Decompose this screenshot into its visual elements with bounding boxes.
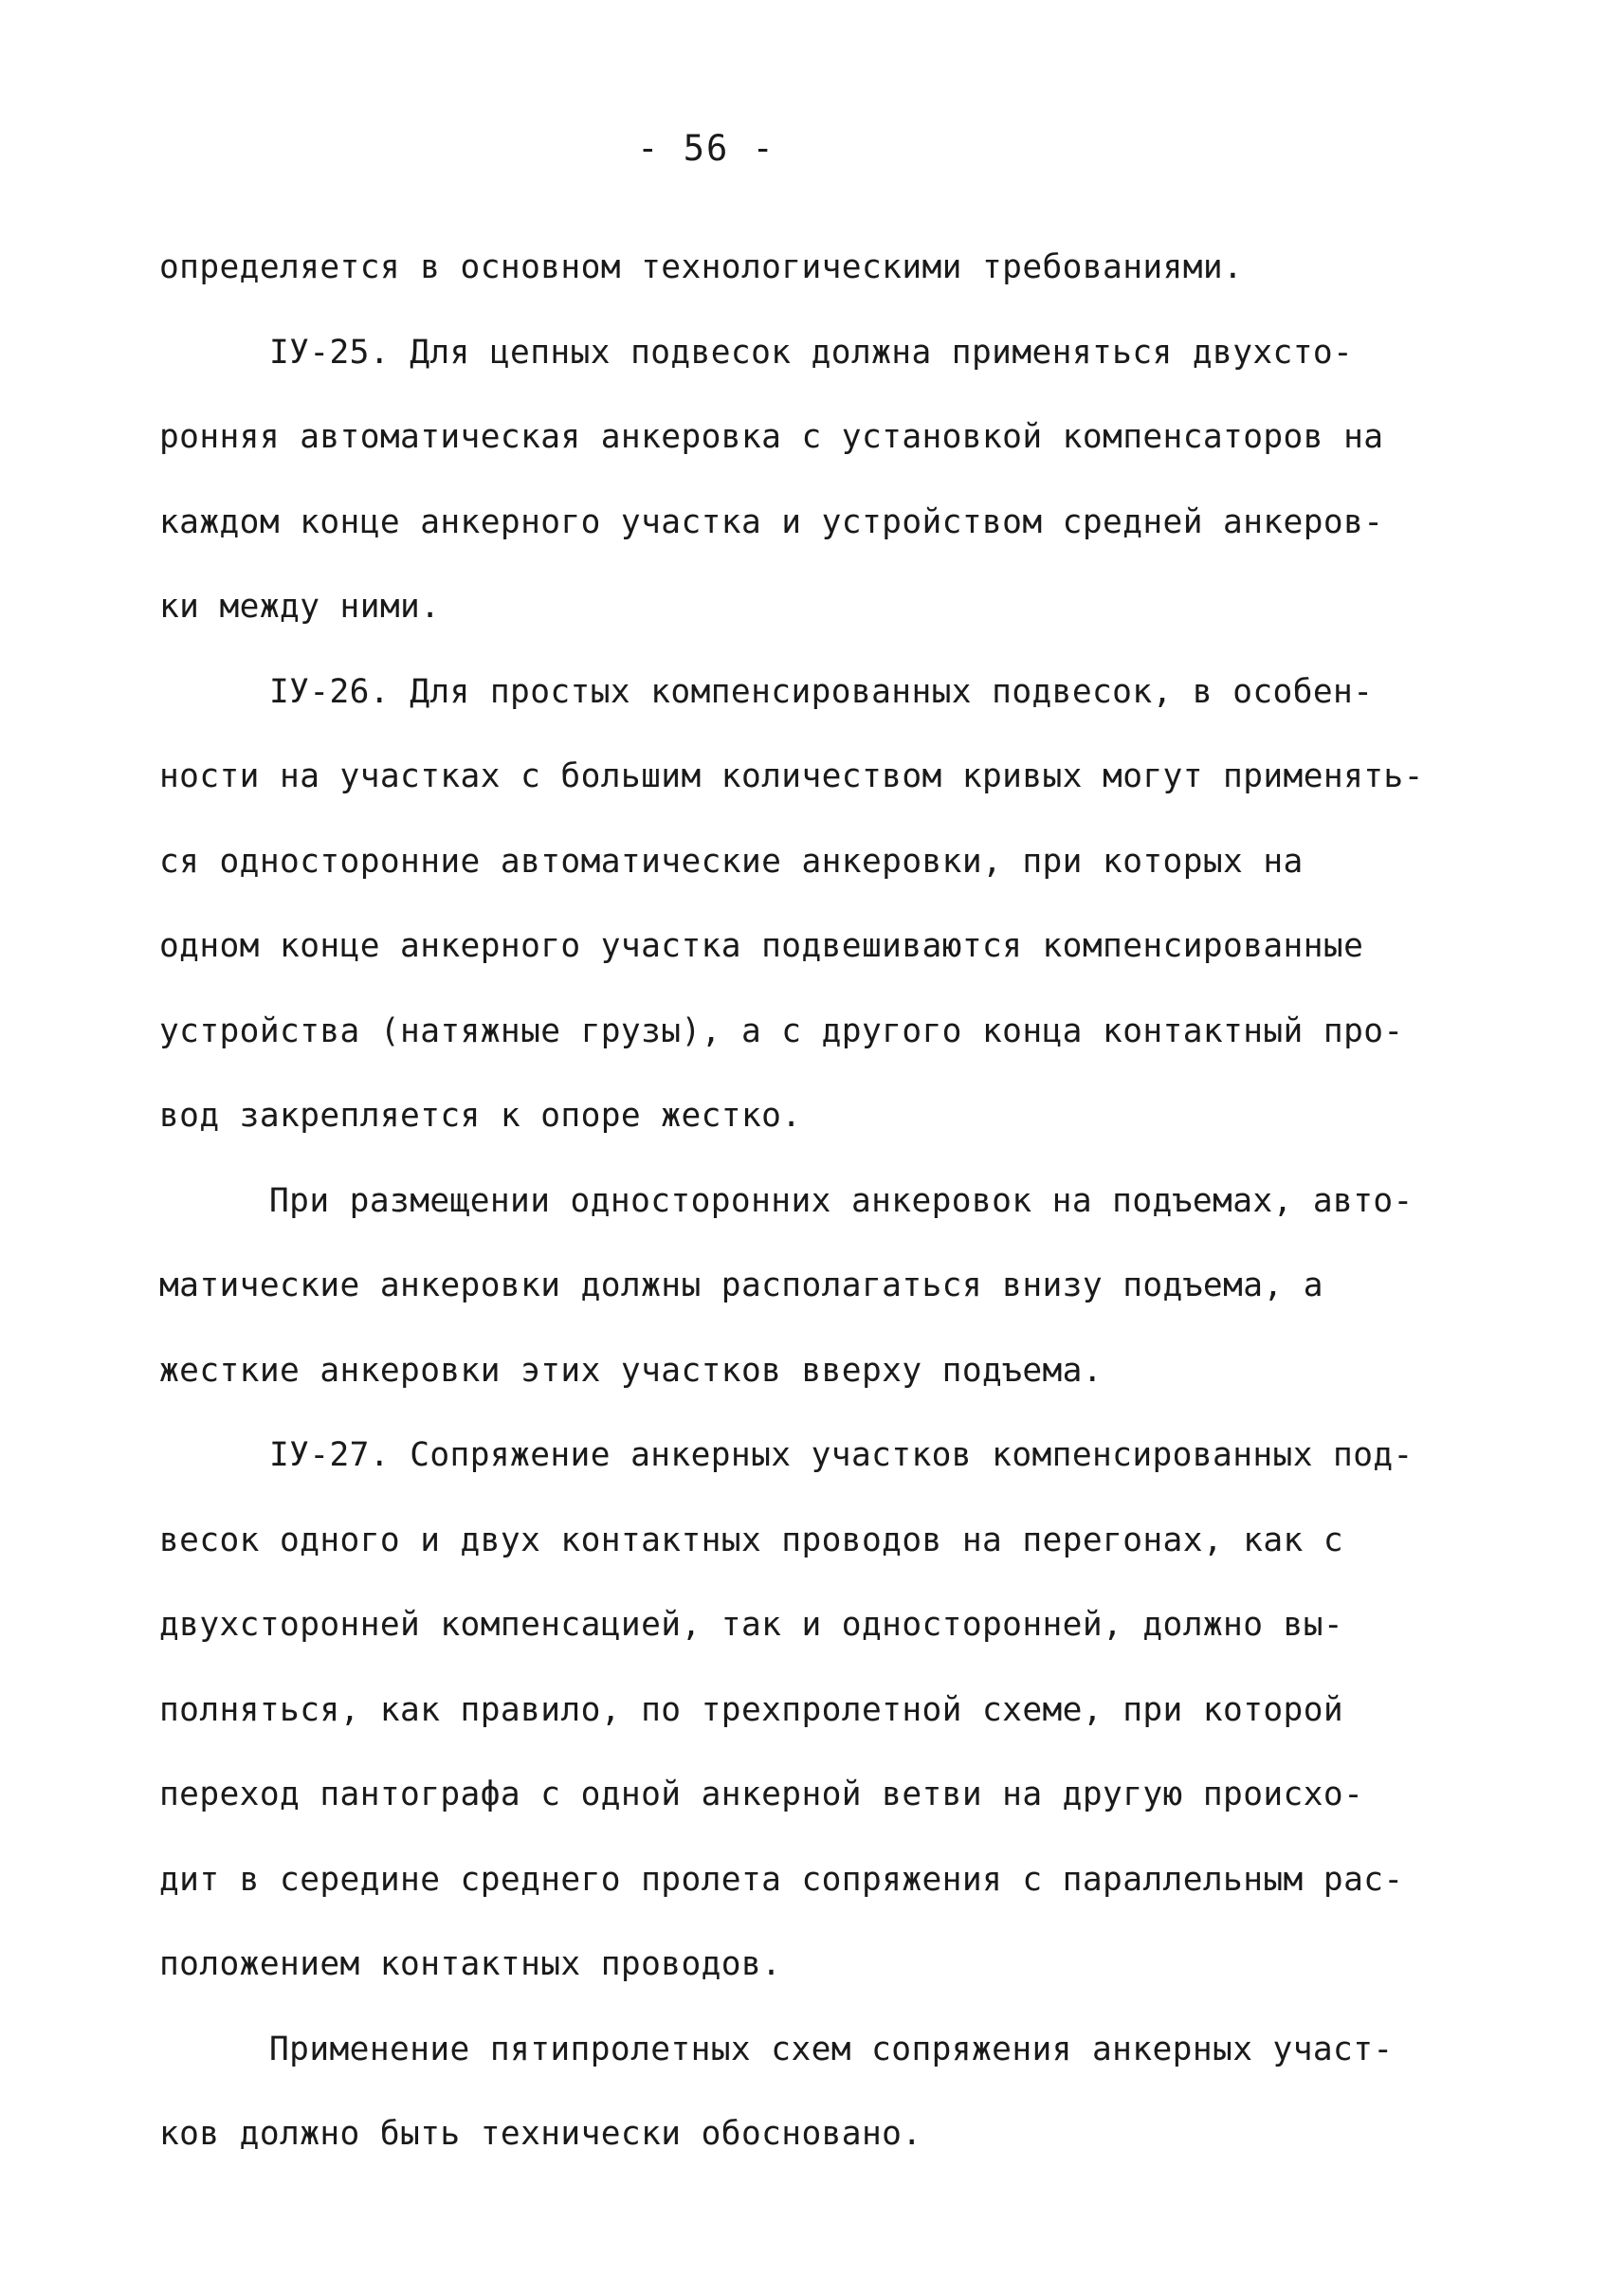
text-line: двухсторонней компенсацией, так и односторонней, должно вы- xyxy=(159,1606,1344,1644)
text-line: жесткие анкеровки этих участков вверху подъема. xyxy=(159,1351,1104,1390)
text-line: устройства (натяжные грузы), а с другого конца контактный про- xyxy=(159,1011,1404,1050)
text-line: переход пантографа с одной анкерной ветви на другую происхо- xyxy=(159,1776,1364,1813)
text-line: IУ-26. Для простых компенсированных подвесок, в особен- xyxy=(269,672,1374,711)
text-line: каждом конце анкерного участка и устройством средней анкеров- xyxy=(159,502,1384,541)
text-line: ронняя автоматическая анкеровка с установкой компенсаторов на xyxy=(159,418,1384,456)
text-line: При размещении односторонних анкеровок на подъемах, авто- xyxy=(269,1181,1414,1220)
page-number: - 56 - xyxy=(637,128,776,169)
body-text xyxy=(159,226,1505,2177)
text-line: положением контактных проводов. xyxy=(159,1945,782,1983)
text-line: матические анкеровки должны располагаться внизу подъема, а xyxy=(159,1266,1323,1304)
text-line: полняться, как правило, по трехпролетной схеме, при которой xyxy=(159,1690,1344,1729)
text-line: вод закрепляется к опоре жестко. xyxy=(159,1097,802,1135)
text-line: Применение пятипролетных схем сопряжения анкерных участ- xyxy=(269,2030,1394,2068)
text-line: дит в середине среднего пролета сопряжения с параллельным рас- xyxy=(159,1860,1404,1899)
text-line: весок одного и двух контактных проводов на перегонах, как с xyxy=(159,1521,1344,1559)
text-line: ки между ними. xyxy=(159,588,441,626)
text-line: IУ-27. Сопряжение анкерных участков компенсированных под- xyxy=(269,1436,1414,1474)
text-line: ков должно быть технически обосновано. xyxy=(159,2115,922,2153)
text-line: определяется в основном технологическими требованиями. xyxy=(159,248,1244,286)
text-line: ности на участках с большим количеством кривых могут применять- xyxy=(159,757,1424,795)
text-line: ся односторонние автоматические анкеровки, при которых на xyxy=(159,842,1304,881)
text-line: одном конце анкерного участка подвешиваются компенсированные xyxy=(159,927,1364,965)
text-line: IУ-25. Для цепных подвесок должна применяться двухсто- xyxy=(269,333,1354,372)
